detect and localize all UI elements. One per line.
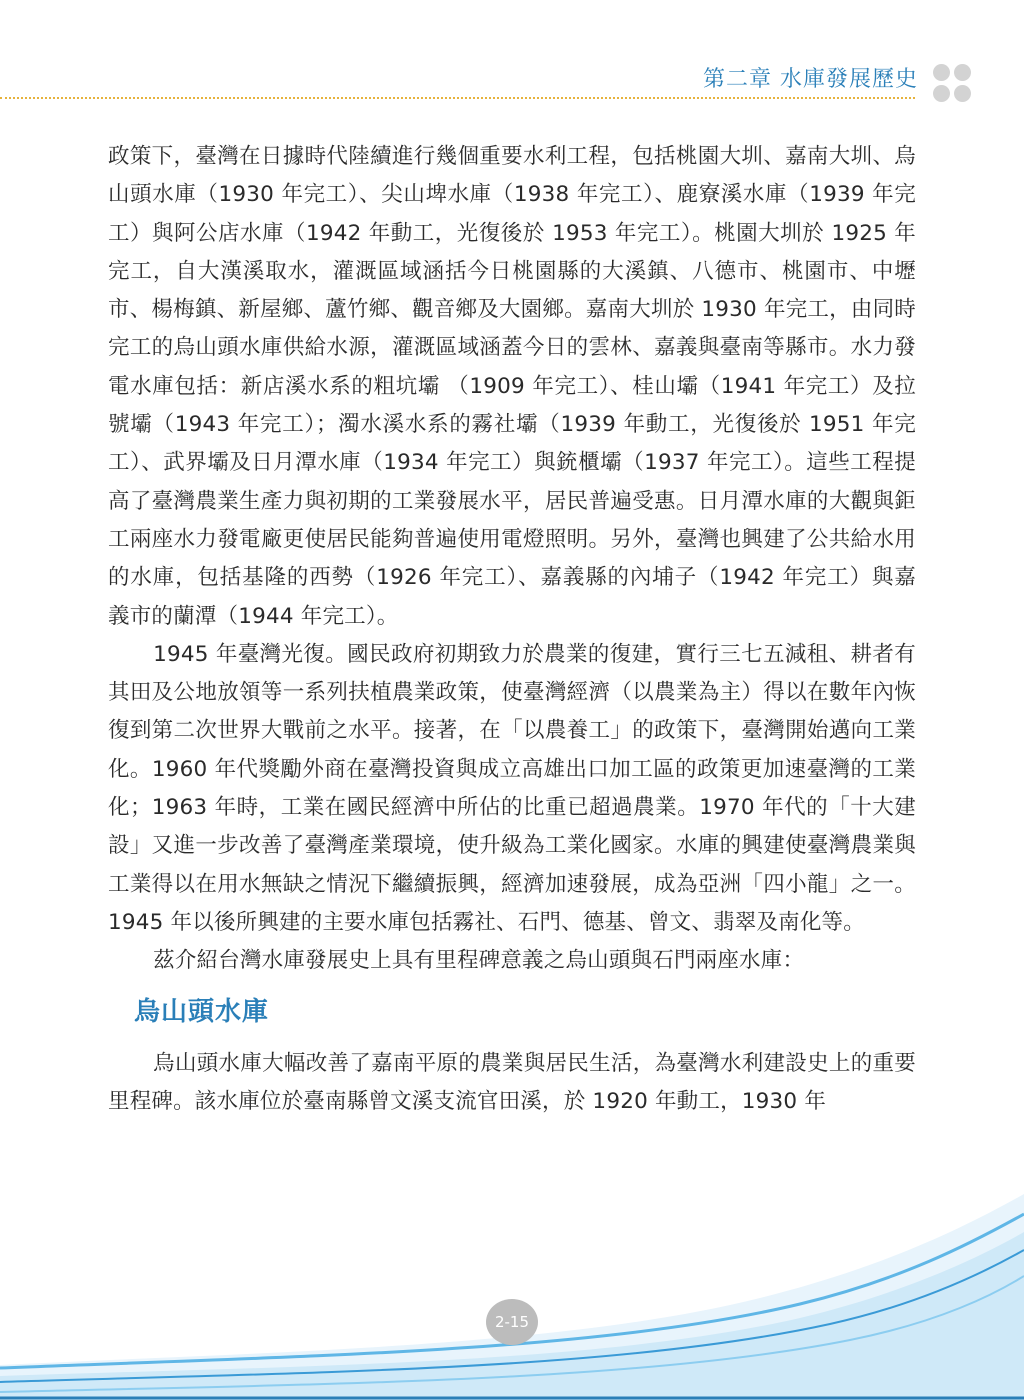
header-divider — [0, 97, 915, 99]
paragraph-2: 1945 年臺灣光復。國民政府初期致力於農業的復建，實行三七五減租、耕者有其田及公地放領等一系列扶植農業政策，使臺灣經濟（以農業為主）得以在數年內恢復到第二次世界大戰前之水平。接著，在「以農養工」的政策下，臺灣開始邁向工業化。1960 年代獎勵外商在臺灣投資與成立高雄出口加工區的政策更加速臺灣的工業化；1963 年時，工業在國民經濟中所佔的比重已超過農業。1970 年代的「十大建設」又進一步改善了臺灣產業環境，使升級為工業化國家。水庫的興建使臺灣農業與工業得以在用水無缺之情況下繼續振興，經濟加速發展，成為亞洲「四小龍」之一。1945 年以後所興建的主要水庫包括霧社、石門、德基、曾文、翡翠及南化等。 — [108, 641, 916, 935]
paragraph-1: 政策下，臺灣在日據時代陸續進行幾個重要水利工程，包括桃園大圳、嘉南大圳、烏山頭水庫（1930 年完工）、尖山埤水庫（1938 年完工）、鹿寮溪水庫（1939 年完工）與阿公店水庫（1942 年動工，光復後於 1953 年完工）。桃園大圳於 1925 年完工，自大漢溪取水，灌溉區域涵括今日桃園縣的大溪鎮、八德市、桃園市、中壢市、楊梅鎮、新屋鄉、蘆竹鄉、觀音鄉及大園鄉。嘉南大圳於 1930 年完工，由同時完工的烏山頭水庫供給水源，灌溉區域涵蓋今日的雲林、嘉義與臺南等縣市。水力發電水庫包括：新店溪水系的粗坑壩 （1909 年完工）、桂山壩（1941 年完工）及拉號壩（1943 年完工）；濁水溪水系的霧社壩（1939 年動工，光復後於 1951 年完工）、武界壩及日月潭水庫（1934 年完工）與銃櫃壩（1937 年完工）。這些工程提高了臺灣農業生產力與初期的工業發展水平，居民普遍受惠。日月潭水庫的大觀與鉅工兩座水力發電廠更使居民能夠普遍使用電燈照明。另外，臺灣也興建了公共給水用的水庫，包括基隆的西勢（1926 年完工）、嘉義縣的內埔子（1942 年完工）與嘉義市的蘭潭（1944 年完工）。 — [108, 144, 916, 629]
section-paragraph: 烏山頭水庫大幅改善了嘉南平原的農業與居民生活，為臺灣水利建設史上的重要里程碑。該水庫位於臺南縣曾文溪支流官田溪，於 1920 年動工，1930 年 — [108, 1050, 916, 1114]
header-dots-icon — [933, 64, 973, 104]
page-number-badge: 2-15 — [486, 1299, 538, 1345]
chapter-title: 第二章 水庫發展歷史 — [703, 67, 918, 92]
paragraph-3: 茲介紹台灣水庫發展史上具有里程碑意義之烏山頭與石門兩座水庫： — [153, 948, 805, 974]
footer-wave-decoration — [0, 1180, 1024, 1400]
main-content — [108, 138, 916, 1121]
section-heading: 烏山頭水庫 — [134, 996, 270, 1027]
